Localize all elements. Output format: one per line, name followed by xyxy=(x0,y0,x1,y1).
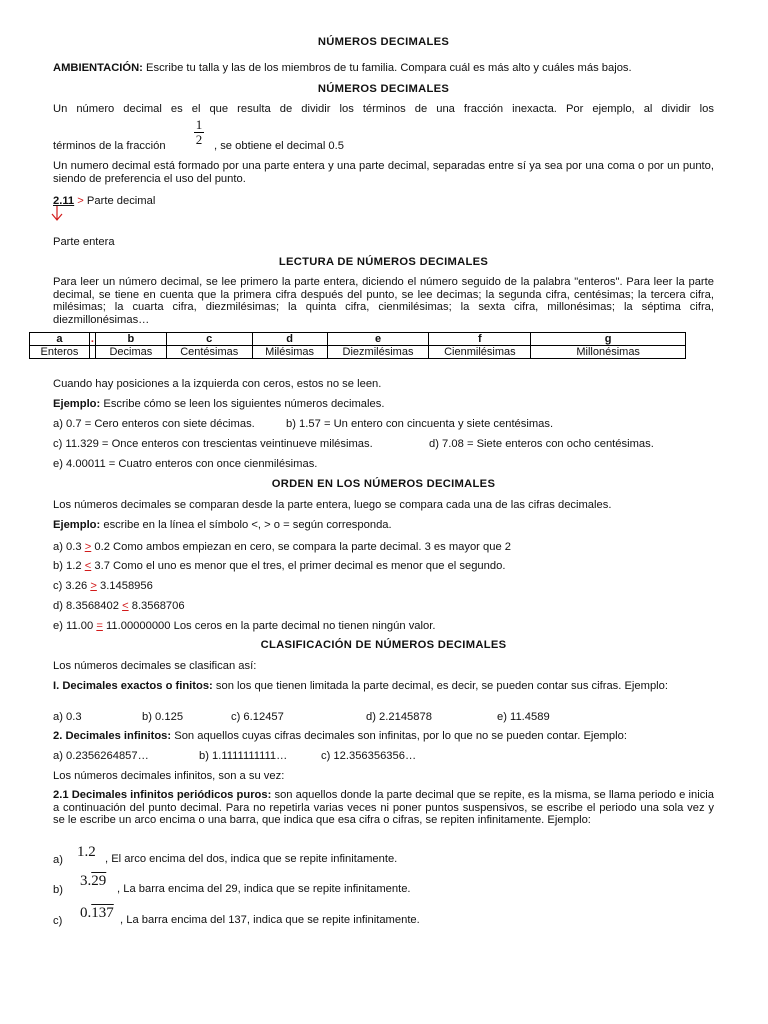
table-cell: Milésimas xyxy=(252,346,327,359)
orden-item xyxy=(53,620,714,633)
position-table-letters xyxy=(30,333,686,346)
table-cell: e xyxy=(327,333,429,346)
subtitle: NÚMEROS DECIMALES xyxy=(317,83,450,95)
periodic-text: , La barra encima del 29, indica que se repite infinitamente. xyxy=(117,883,411,895)
fraction-denominator: 2 xyxy=(195,132,203,147)
diagram-number: 2.11 xyxy=(53,195,75,207)
puros-text: son aquellos donde la parte decimal que se repite, es la misma, se llama periodo e inicia a continuación del punto decimal. Para no repetirla varias veces ni poner puntos suspensivos, se escribe el periodo una sola vez y se le escribe un arco encima o una barra, que indica que esa cifra o cifras, se repiten infinitamente. Ejemplo: xyxy=(53,789,715,827)
periodic-value xyxy=(80,905,114,922)
orden-item xyxy=(53,580,714,593)
diagram-row xyxy=(53,195,155,208)
ambientacion-label: AMBIENTACIÓN: xyxy=(53,62,143,74)
periodic-letter: b) xyxy=(53,884,63,896)
comparison-symbol: > xyxy=(90,580,97,592)
orden-item-post: 8.3568706 xyxy=(128,600,185,612)
comparison-symbol: < xyxy=(84,560,92,572)
periodic-text: , La barra encima del 137, indica que se repite infinitamente. xyxy=(120,914,420,926)
lectura-ex-e: e) 4.00011 = Cuatro enteros con once cienmilésimas. xyxy=(53,458,318,470)
periodic-letter: c) xyxy=(53,915,63,927)
periodic-int: 0. xyxy=(80,905,92,921)
orden-item-post: 3.7 Como el uno es menor que el tres, el primer decimal es menor que el segundo. xyxy=(91,560,506,572)
periodic-value xyxy=(80,873,106,890)
exactos-example: a) 0.3 xyxy=(53,711,82,723)
intro-para2: Un numero decimal está formado por una parte entera y una parte decimal, separadas entre sí ya sea por una coma o por un punto, siendo de preferencia el uso del punto. xyxy=(53,160,714,185)
diagram-integer-label: Parte entera xyxy=(53,236,115,248)
down-arrow-icon xyxy=(51,206,63,222)
periodic-letter: a) xyxy=(53,854,63,866)
periodic-repeating: 2 xyxy=(88,844,96,860)
infinitos-text: Son aquellos cuyas cifras decimales son infinitas, por lo que no se pueden contar. Ejemplo: xyxy=(174,730,627,742)
orden-item-pre: a) 0.3 xyxy=(53,541,85,553)
infinitos-example: b) 1.1111111111… xyxy=(199,750,288,762)
comparison-symbol: < xyxy=(122,600,129,612)
lectura-text: Para leer un número decimal, se lee primero la parte entera, diciendo el número seguido de la palabra "enteros". Para leer la parte decimal, se tiene en cuenta que la primera cifra después del punto, se lee decimas; la segunda cifra, centésimas; la tercera cifra, milésimas; la cuarta cifra, diezmilésimas; la quinta cifra, cienmilésimas; la sexta cifra, millonésimas; la séptima cifra, diezmillonésimas… xyxy=(53,276,714,326)
table-cell: Centésimas xyxy=(166,346,252,359)
lectura-ex-c: c) 11.329 = Once enteros con trescientas veintinueve milésimas. xyxy=(53,438,373,450)
exactos-example: d) 2.2145878 xyxy=(366,711,432,723)
lectura-example xyxy=(53,398,714,411)
infinitos-example: c) 12.356356356… xyxy=(321,750,417,762)
periodic-int: 1. xyxy=(77,844,89,860)
table-cell: c xyxy=(166,333,252,346)
orden-item-pre: b) 1.2 xyxy=(53,560,85,572)
intro-line2-a: términos de la fracción xyxy=(53,140,166,152)
infinitos-sub: Los números decimales infinitos, son a su vez: xyxy=(53,770,285,782)
puros-label: 2.1 Decimales infinitos periódicos puros: xyxy=(53,789,272,801)
orden-heading: ORDEN EN LOS NÚMEROS DECIMALES xyxy=(271,478,496,490)
periodic-repeating: 137 xyxy=(91,905,114,921)
table-cell: Diezmilésimas xyxy=(327,346,429,359)
exactos-paragraph xyxy=(53,680,714,693)
orden-item xyxy=(53,600,714,613)
fraction-numerator: 1 xyxy=(195,117,203,132)
ambientacion xyxy=(53,62,714,75)
lectura-example-text: Escribe cómo se leen los siguientes números decimales. xyxy=(103,398,385,410)
lectura-note: Cuando hay posiciones a la izquierda con ceros, estos no se leen. xyxy=(53,378,382,390)
infinitos-label: 2. Decimales infinitos: xyxy=(53,730,172,742)
table-cell: Cienmilésimas xyxy=(429,346,531,359)
table-cell: Millonésimas xyxy=(531,346,686,359)
table-cell: d xyxy=(252,333,327,346)
lectura-example-label: Ejemplo: xyxy=(53,398,101,410)
table-cell: . xyxy=(90,333,94,345)
table-cell: a xyxy=(30,333,90,346)
orden-example-text: escribe en la línea el símbolo <, > o = según corresponda. xyxy=(103,519,392,531)
orden-item xyxy=(53,541,714,554)
orden-item-pre: d) 8.3568402 xyxy=(53,600,123,612)
intro-line2-b: , se obtiene el decimal 0.5 xyxy=(214,140,344,152)
exactos-example: e) 11.4589 xyxy=(497,711,550,723)
infinitos-example: a) 0.2356264857… xyxy=(53,750,149,762)
exactos-text: son los que tienen limitada la parte decimal, es decir, se pueden contar sus cifras. Ejemplo: xyxy=(215,680,668,692)
table-cell: g xyxy=(531,333,686,346)
table-cell: b xyxy=(95,333,166,346)
periodic-repeating: 29 xyxy=(91,873,107,889)
diagram-decimal-label: Parte decimal xyxy=(86,195,156,207)
lectura-ex-a: a) 0.7 = Cero enteros con siete décimas. xyxy=(53,418,255,430)
exactos-label: I. Decimales exactos o finitos: xyxy=(53,680,213,692)
clasificacion-heading: CLASIFICACIÓN DE NÚMEROS DECIMALES xyxy=(260,639,507,651)
position-table xyxy=(29,332,686,359)
comparison-symbol: = xyxy=(96,620,103,632)
intro-line1: Un número decimal es el que resulta de dividir los términos de una fracción inexacta. Por ejemplo, al dividir los xyxy=(53,103,714,115)
ambientacion-text: Escribe tu talla y las de los miembros de tu familia. Compara cuál es más alto y cuáles más bajos. xyxy=(146,62,632,74)
orden-item-post: 0.2 Como ambos empiezan en cero, se compara la parte decimal. 3 es mayor que 2 xyxy=(91,541,512,553)
orden-item-post: 11.00000000 Los ceros en la parte decimal no tienen ningún valor. xyxy=(102,620,436,632)
infinitos-paragraph xyxy=(53,730,714,743)
comparison-symbol: > xyxy=(84,541,92,553)
exactos-example: b) 0.125 xyxy=(142,711,184,723)
right-arrow-icon: > xyxy=(77,195,84,207)
orden-item-post: 3.1458956 xyxy=(96,580,153,592)
exactos-example: c) 6.12457 xyxy=(231,711,284,723)
lectura-ex-b: b) 1.57 = Un entero con cincuenta y siete centésimas. xyxy=(286,418,554,430)
orden-item-pre: c) 3.26 xyxy=(53,580,91,592)
table-cell: Enteros xyxy=(30,346,90,359)
clasificacion-intro: Los números decimales se clasifican así: xyxy=(53,660,257,672)
puros-paragraph xyxy=(53,789,714,827)
orden-text: Los números decimales se comparan desde la parte entera, luego se compara cada una de las cifras decimales. xyxy=(53,499,612,511)
orden-item-pre: e) 11.00 xyxy=(53,620,97,632)
lectura-heading: LECTURA DE NÚMEROS DECIMALES xyxy=(278,256,489,268)
orden-example xyxy=(53,519,714,532)
fraction xyxy=(192,118,206,147)
page-title: NÚMEROS DECIMALES xyxy=(317,36,450,48)
orden-example-label: Ejemplo: xyxy=(53,519,101,531)
table-cell: f xyxy=(429,333,531,346)
orden-item xyxy=(53,560,714,573)
periodic-value xyxy=(77,844,96,861)
position-table-names xyxy=(30,346,686,359)
periodic-int: 3. xyxy=(80,873,92,889)
periodic-text: , El arco encima del dos, indica que se repite infinitamente. xyxy=(105,853,398,865)
table-cell: Decimas xyxy=(95,346,166,359)
lectura-ex-d: d) 7.08 = Siete enteros con ocho centésimas. xyxy=(429,438,654,450)
